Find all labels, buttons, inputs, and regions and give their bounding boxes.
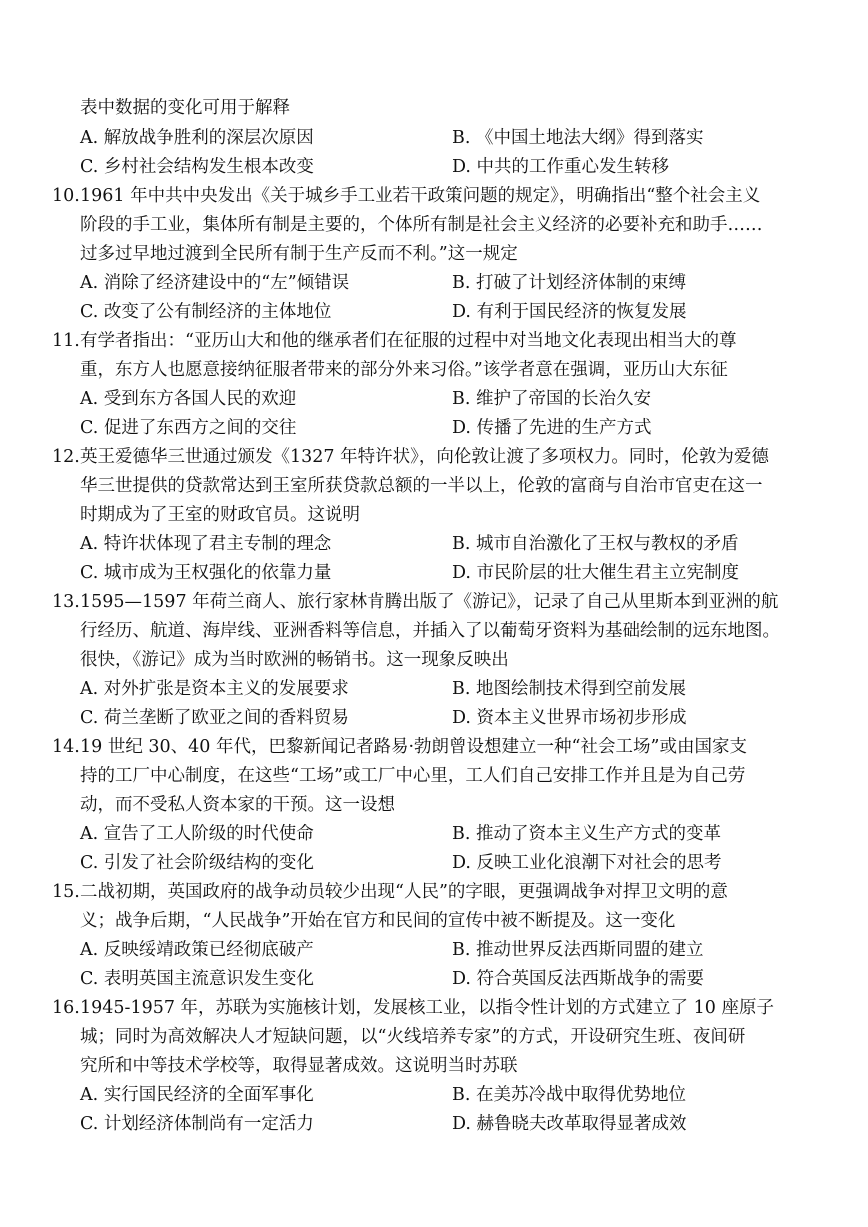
question-10-options-row-1 (0, 269, 868, 298)
option-d: D. 资本主义世界市场初步形成 (452, 708, 687, 728)
question-12-line-1 (0, 443, 868, 472)
option-c: C. 促进了东西方之间的交往 (80, 418, 297, 438)
question-15-options-row-1 (0, 936, 868, 965)
question-11-line-2 (0, 356, 868, 385)
question-10-line-3 (0, 240, 868, 269)
question-15-options-row-2 (0, 965, 868, 994)
option-a: A. 消除了经济建设中的“左”倾错误 (80, 273, 350, 293)
option-d: D. 符合英国反法西斯战争的需要 (452, 969, 705, 989)
question-number: 14. (52, 737, 80, 757)
option-b: B. 打破了计划经济体制的束缚 (452, 273, 686, 293)
question-15-line-1 (0, 878, 868, 907)
option-b: B. 推动世界反法西斯同盟的建立 (452, 940, 704, 960)
question-stem: 城；同时为高效解决人才短缺问题，以“火线培养专家”的方式，开设研究生班、夜间研 (80, 1027, 746, 1047)
intro-stem: 表中数据的变化可用于解释 (80, 98, 290, 118)
question-14-options-row-1 (0, 820, 868, 849)
question-stem: 有学者指出：“亚历山大和他的继承者们在征服的过程中对当地文化表现出相当大的尊 (80, 331, 737, 351)
question-16-line-2 (0, 1023, 868, 1052)
question-stem: 英王爱德华三世通过颁发《1327 年特许状》，向伦敦让渡了多项权力。同时，伦敦为爱德 (80, 447, 769, 467)
question-16-line-3 (0, 1052, 868, 1081)
question-number: 16. (52, 998, 80, 1018)
question-stem: 阶段的手工业，集体所有制是主要的，个体所有制是社会主义经济的必要补充和助手…… (80, 215, 763, 235)
question-10-options-row-2 (0, 298, 868, 327)
option-b: B. 维护了帝国的长治久安 (452, 389, 651, 409)
question-stem: 究所和中等技术学校等，取得显著成效。这说明当时苏联 (80, 1056, 518, 1076)
question-stem: 很快，《游记》成为当时欧洲的畅销书。这一现象反映出 (80, 650, 509, 670)
option-a: A. 解放战争胜利的深层次原因 (80, 128, 314, 148)
question-13-options-row-1 (0, 675, 868, 704)
option-d: D. 传播了先进的生产方式 (452, 418, 652, 438)
intro-options-row-1 (0, 124, 868, 153)
option-b: B. 地图绘制技术得到空前发展 (452, 679, 686, 699)
question-15-line-2 (0, 907, 868, 936)
question-11-options-row-1 (0, 385, 868, 414)
question-16-options-row-2 (0, 1110, 868, 1139)
option-b: B. 城市自治激化了王权与教权的矛盾 (452, 534, 739, 554)
question-12-options-row-2 (0, 559, 868, 588)
intro-options-row-2 (0, 153, 868, 182)
option-d: D. 有利于国民经济的恢复发展 (452, 302, 687, 322)
option-a: A. 对外扩张是资本主义的发展要求 (80, 679, 349, 699)
option-c: C. 计划经济体制尚有一定活力 (80, 1114, 314, 1134)
question-11-line-1 (0, 327, 868, 356)
question-13-line-1 (0, 588, 868, 617)
question-stem: 行经历、航道、海岸线、亚洲香料等信息，并插入了以葡萄牙资料为基础绘制的远东地图。 (80, 621, 780, 641)
question-stem: 1961 年中共中央发出《关于城乡手工业若干政策问题的规定》，明确指出“整个社会主义 (80, 186, 761, 206)
question-12-line-3 (0, 501, 868, 530)
question-stem: 1945-1957 年，苏联为实施核计划，发展核工业，以指令性计划的方式建立了 10 座原子 (80, 998, 774, 1018)
question-stem: 时期成为了王室的财政官员。这说明 (80, 505, 360, 525)
option-a: A. 实行国民经济的全面军事化 (80, 1085, 314, 1105)
option-d: D. 赫鲁晓夫改革取得显著成效 (452, 1114, 687, 1134)
question-stem: 持的工厂中心制度，在这些“工场”或工厂中心里，工人们自己安排工作并且是为自己劳 (80, 766, 746, 786)
question-16-options-row-1 (0, 1081, 868, 1110)
question-14-options-row-2 (0, 849, 868, 878)
question-number: 12. (52, 447, 80, 467)
question-stem: 动，而不受私人资本家的干预。这一设想 (80, 795, 395, 815)
question-11-options-row-2 (0, 414, 868, 443)
question-13-line-3 (0, 646, 868, 675)
option-b: B. 在美苏冷战中取得优势地位 (452, 1085, 686, 1105)
question-stem: 华三世提供的贷款常达到王室所获贷款总额的一半以上，伦敦的富商与自治市官吏在这一 (80, 476, 763, 496)
question-13-line-2 (0, 617, 868, 646)
option-d: D. 反映工业化浪潮下对社会的思考 (452, 853, 722, 873)
option-b: B. 《中国土地法大纲》得到落实 (452, 128, 704, 148)
option-d: D. 中共的工作重心发生转移 (452, 157, 670, 177)
question-number: 10. (52, 186, 80, 206)
option-c: C. 荷兰垄断了欧亚之间的香料贸易 (80, 708, 349, 728)
question-10-line-1 (0, 182, 868, 211)
question-12-line-2 (0, 472, 868, 501)
question-number: 15. (52, 882, 80, 902)
option-c: C. 表明英国主流意识发生变化 (80, 969, 314, 989)
question-number: 13. (52, 592, 80, 612)
option-c: C. 城市成为王权强化的依靠力量 (80, 563, 332, 583)
option-c: C. 改变了公有制经济的主体地位 (80, 302, 332, 322)
option-d: D. 市民阶层的壮大催生君主立宪制度 (452, 563, 740, 583)
question-16-line-1 (0, 994, 868, 1023)
option-a: A. 特许状体现了君主专制的理念 (80, 534, 332, 554)
option-c: C. 乡村社会结构发生根本改变 (80, 157, 314, 177)
question-stem: 二战初期，英国政府的战争动员较少出现“人民”的字眼，更强调战争对捍卫文明的意 (80, 882, 728, 902)
question-stem: 过多过早地过渡到全民所有制于生产反而不利。”这一规定 (80, 244, 518, 264)
question-13-options-row-2 (0, 704, 868, 733)
option-b: B. 推动了资本主义生产方式的变革 (452, 824, 721, 844)
option-a: A. 受到东方各国人民的欢迎 (80, 389, 297, 409)
question-12-options-row-1 (0, 530, 868, 559)
question-stem: 义；战争后期，“人民战争”开始在官方和民间的宣传中被不断提及。这一变化 (80, 911, 676, 931)
intro-stem-line (0, 94, 868, 123)
question-stem: 重，东方人也愿意接纳征服者带来的部分外来习俗。”该学者意在强调，亚历山大东征 (80, 360, 728, 380)
question-number: 11. (52, 331, 80, 351)
option-a: A. 反映绥靖政策已经彻底破产 (80, 940, 314, 960)
question-14-line-1 (0, 733, 868, 762)
question-14-line-3 (0, 791, 868, 820)
question-14-line-2 (0, 762, 868, 791)
question-stem: 1595—1597 年荷兰商人、旅行家林肯腾出版了《游记》，记录了自己从里斯本到亚洲的航 (80, 592, 779, 612)
option-c: C. 引发了社会阶级结构的变化 (80, 853, 314, 873)
question-stem: 19 世纪 30、40 年代，巴黎新闻记者路易·勃朗曾设想建立一种“社会工场”或由国家支 (80, 737, 747, 757)
option-a: A. 宣告了工人阶级的时代使命 (80, 824, 314, 844)
question-10-line-2 (0, 211, 868, 240)
